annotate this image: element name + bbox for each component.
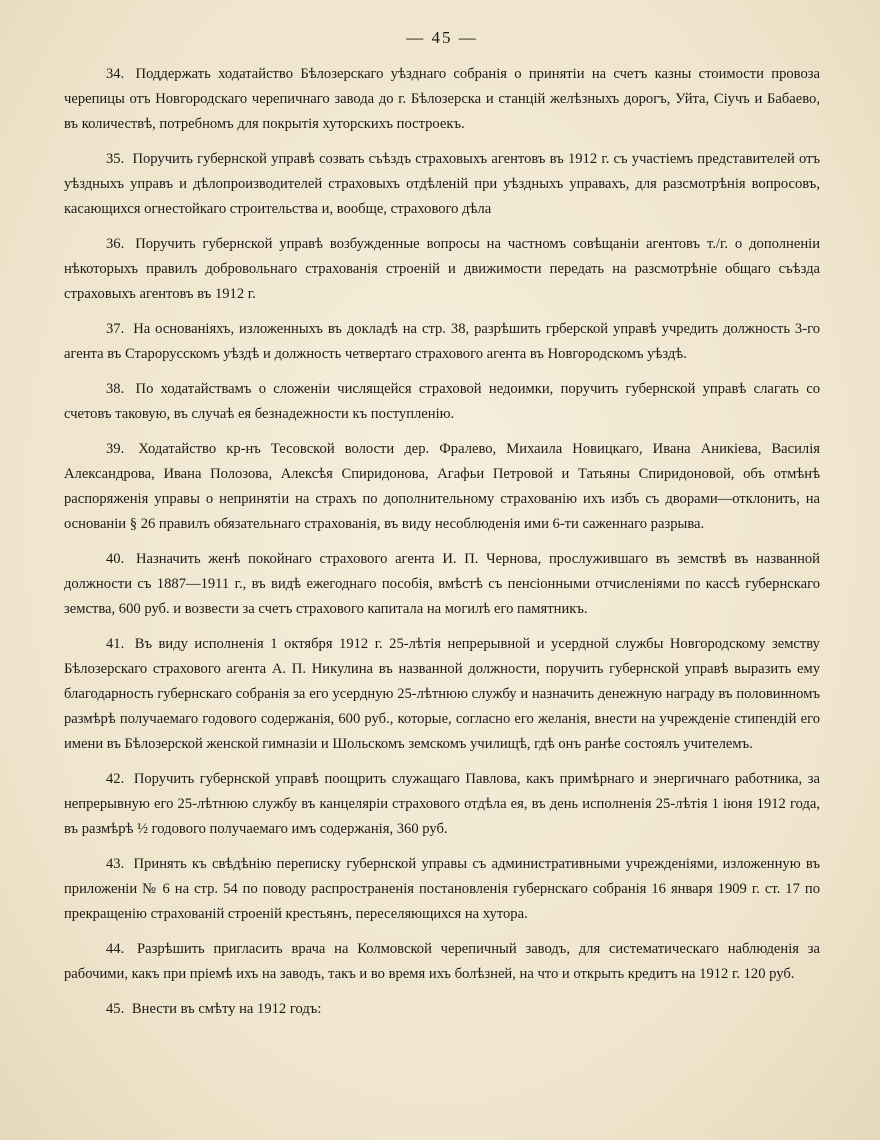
item-text: На основаніяхъ, изложенныхъ въ докладѣ на стр. 38, разрѣшить грберской управѣ учредить должность 3-го агента въ Старорусскомъ уѣздѣ и должность четвертаго страхового агента въ Новгородскомъ уѣздѣ. — [64, 321, 820, 362]
resolution-item-42 — [64, 767, 820, 842]
resolution-list — [64, 62, 820, 1022]
item-text: Внести въ смѣту на 1912 годъ: — [131, 1001, 322, 1017]
item-text: Назначить женѣ покойнаго страхового агента И. П. Чернова, прослужившаго въ земствѣ въ названной должности съ 1887—1911 г., въ видѣ ежегоднаго пособія, вмѣстѣ съ пенсіонными отчисленіями по кассѣ губернскаго земства, 600 руб. и возвести за счетъ страхового капитала на могилѣ его памятникъ. — [64, 551, 820, 617]
page-number: — 45 — — [406, 28, 478, 47]
item-number: 42. — [106, 771, 125, 787]
item-text: Разрѣшить пригласить врача на Колмовской черепичный заводъ, для систематическаго наблюденія за рабочими, какъ при пріемѣ ихъ на заводъ, такъ и во время ихъ болѣзней, на что и открыть кредитъ на 1912 г. 120 руб. — [64, 941, 820, 982]
resolution-item-41 — [64, 632, 820, 757]
item-number: 36. — [106, 236, 125, 252]
resolution-item-38 — [64, 377, 820, 427]
item-text: Ходатайство кр-нъ Тесовской волости дер. Фралево, Михаила Новицкаго, Ивана Аникіева, Василія Александрова, Ивана Полозова, Алексѣя Спиридонова, Агафьи Петровой и Татьяны Спиридоновой, объ отмѣнѣ распоряженія управы о непринятіи на страхъ по дополнительному страхованію ихъ избъ съ дворами—отклонить, на основаніи § 26 правилъ обязательнаго страхованія, въ виду несоблюденія ими 6-ти саженнаго разрыва. — [64, 441, 820, 532]
item-number: 45. — [106, 1001, 125, 1017]
item-text: Принять къ свѣдѣнію переписку губернской управы съ административными учрежденіями, изложенную въ приложеніи № 6 на стр. 54 по поводу распространенія постановленія губернскаго собранія 16 января 1909 г. ст. 17 по прекращенію страхованій строеній крестьянъ, переселяющихся на хутора. — [64, 856, 820, 922]
item-number: 34. — [106, 66, 125, 82]
item-text: Въ виду исполненія 1 октября 1912 г. 25-лѣтія непрерывной и усердной службы Новгородскому земству Бѣлозерскаго страхового агента А. П. Никулина въ названной должности, поручить губернской управѣ выразить ему благодарность губернскаго собранія за его усердную 25-лѣтнюю службу и назначить денежную награду въ половинномъ размѣрѣ получаемаго годового содержанія, 600 руб., которые, согласно его желанія, внести на учрежденіе стипендій его имени въ Бѣлозерской женской гимназіи и Шольскомъ земскомъ училищѣ, гдѣ онъ ранѣе состоялъ учителемъ. — [64, 636, 820, 752]
item-number: 44. — [106, 941, 125, 957]
resolution-item-45 — [64, 997, 820, 1022]
resolution-item-37 — [64, 317, 820, 367]
resolution-item-40 — [64, 547, 820, 622]
resolution-item-34 — [64, 62, 820, 137]
item-text: Поддержать ходатайство Бѣлозерскаго уѣзднаго собранія о принятіи на счетъ казны стоимости провоза черепицы отъ Новгородскаго черепичнаго завода до г. Бѣлозерска и станцій желѣзныхъ дорогъ, Уйта, Сіучъ и Бабаево, въ количествѣ, потребномъ для покрытія хуторскихъ построекъ. — [64, 66, 820, 132]
item-number: 35. — [106, 151, 125, 167]
resolution-item-39 — [64, 437, 820, 537]
item-number: 38. — [106, 381, 125, 397]
resolution-item-35 — [64, 147, 820, 222]
item-text: По ходатайствамъ о сложеніи числящейся страховой недоимки, поручить губернской управѣ слагать со счетовъ таковую, въ случаѣ ея безнадежности къ поступленію. — [64, 381, 820, 422]
item-number: 37. — [106, 321, 125, 337]
item-number: 43. — [106, 856, 125, 872]
resolution-item-44 — [64, 937, 820, 987]
item-number: 40. — [106, 551, 125, 567]
item-text: Поручить губернской управѣ поощрить служащаго Павлова, какъ примѣрнаго и энергичнаго работника, за непрерывную его 25-лѣтнюю службу въ канцеляріи страхового отдѣла ея, въ день исполненія 25-лѣтія 1 іюня 1912 года, въ размѣрѣ ½ годового получаемаго имъ содержанія, 360 руб. — [64, 771, 820, 837]
resolution-item-36 — [64, 232, 820, 307]
resolution-item-43 — [64, 852, 820, 927]
item-number: 41. — [106, 636, 125, 652]
item-text: Поручить губернской управѣ возбужденные вопросы на частномъ совѣщаніи агентовъ т./г. о дополненіи нѣкоторыхъ правилъ добровольнаго страхованія строеній и движимости передать на разсмотрѣніе общаго съѣзда страховыхъ агентовъ въ 1912 г. — [64, 236, 821, 302]
item-number: 39. — [106, 441, 125, 457]
item-text: Поручить губернской управѣ созвать съѣздъ страховыхъ агентовъ въ 1912 г. съ участіемъ представителей отъ уѣздныхъ управъ и дѣлопроизводителей страховыхъ отдѣленій при уѣздныхъ управахъ, для разсмотрѣнія вопросовъ, касающихся огнестойкаго строительства и, вообще, страхового дѣла — [64, 151, 820, 217]
